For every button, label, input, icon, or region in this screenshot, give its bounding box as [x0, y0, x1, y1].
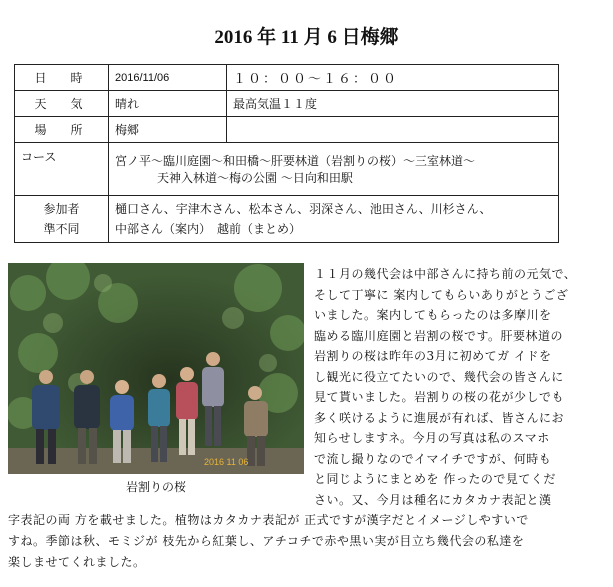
date-row: [15, 65, 559, 91]
weather-value: 晴れ: [109, 91, 227, 117]
temperature-value: 最高気温１１度: [227, 91, 559, 117]
date-label: 日 時: [15, 65, 109, 91]
course-value: [109, 143, 559, 196]
report-text-right-column: [314, 264, 604, 510]
time-value: １０：００〜１６：００: [227, 65, 559, 91]
report-line: さい。又、今月は種名にカタカナ表記と漢: [314, 492, 552, 507]
report-line: １１月の幾代会は中部さんに持ち前の元気で、: [314, 267, 577, 281]
report-line: 知らせしますネ。今月の写真は私のスマホ: [314, 431, 550, 445]
report-line: と同じようにまとめを 作ったので見てくだ: [314, 472, 556, 486]
place-label: 場 所: [15, 117, 109, 143]
participants-row: [15, 196, 559, 243]
outing-info-table: [14, 64, 559, 243]
date-value: 2016/11/06: [109, 65, 227, 91]
course-label: コース: [15, 143, 109, 196]
participants-line-1: 樋口さん、宇津木さん、松本さん、羽深さん、池田さん、川杉さん、: [115, 202, 492, 216]
weather-row: [15, 91, 559, 117]
report-line: 多く咲けるように進展が有れば、皆さんにお: [314, 410, 565, 425]
report-text-bottom: [8, 510, 606, 573]
report-line: すね。季節は秋、モミジが 枝先から紅葉し、アチコチで赤や黒い実が目立ち幾代会の私達を: [8, 534, 525, 548]
report-line: で流し撮りなのでイマイチですが、何時も: [314, 451, 552, 466]
photo-date-stamp: 2016 11 06: [204, 457, 249, 467]
place-value: 梅郷: [109, 117, 227, 143]
report-line: 岩割りの桜は昨年の3月に初めてガ イドを: [314, 349, 552, 363]
report-line: 臨める臨川庭園と岩割の桜です。肝要林道の: [314, 328, 564, 343]
group-photo: [8, 263, 304, 474]
participants-value: [109, 196, 559, 243]
course-row: [15, 143, 559, 196]
participants-label-line-2: 準不同: [43, 222, 80, 236]
report-line: そして丁寧に 案内してもらいありがとうござ: [314, 287, 569, 302]
report-line: いました。案内してもらったのは多摩川を: [314, 308, 552, 322]
photo-caption: 岩割りの桜: [125, 480, 186, 494]
report-line: し観光に役立てたいので、幾代会の皆さんに: [314, 369, 564, 384]
place-row: [15, 117, 559, 143]
place-empty-cell: [227, 117, 559, 143]
report-line: 見て貰いました。岩割りの桜の花が少しでも: [314, 390, 565, 404]
participants-line-2: 中部さん（案内） 越前（まとめ）: [115, 222, 302, 236]
report-line: 字表記の両 方を載せました。植物はカタカナ表記が 正式ですが漢字だとイメージしやすいで: [8, 513, 529, 527]
course-line-2: 天神入林道〜梅の公園 〜日向和田駅: [157, 171, 353, 185]
participants-label-line-1: 参加者: [43, 202, 80, 216]
report-line: 楽しませてくれました。: [8, 555, 146, 569]
participants-label: [15, 196, 109, 243]
group-photo-illustration: [8, 263, 304, 474]
course-line-1: 宮ノ平〜臨川庭園〜和田橋〜肝要林道（岩割りの桜）〜三室林道〜: [115, 154, 476, 168]
page-title: 2016 年 11 月 6 日梅郷: [214, 27, 399, 48]
weather-label: 天 気: [15, 91, 109, 117]
